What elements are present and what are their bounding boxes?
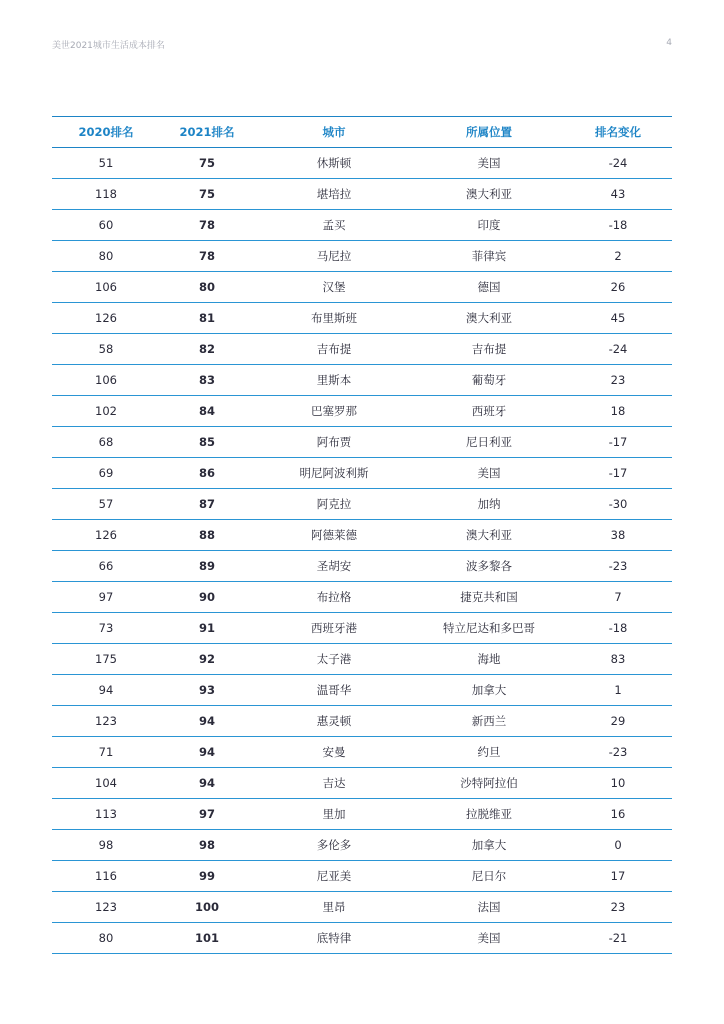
table-row — [52, 768, 672, 799]
cell-location: 德国 — [414, 272, 564, 303]
cell-rank-change: 10 — [564, 768, 672, 799]
cell-location: 尼日尔 — [414, 861, 564, 892]
cell-rank-2020: 102 — [52, 396, 160, 427]
cell-rank-2021: 83 — [160, 365, 254, 396]
cell-location: 吉布提 — [414, 334, 564, 365]
cell-rank-2020: 80 — [52, 241, 160, 272]
cell-rank-2020: 57 — [52, 489, 160, 520]
cell-city: 尼亚美 — [254, 861, 414, 892]
cell-rank-2020: 123 — [52, 892, 160, 923]
cell-rank-change: 7 — [564, 582, 672, 613]
table-row — [52, 582, 672, 613]
cell-rank-2021: 92 — [160, 644, 254, 675]
cell-rank-2021: 78 — [160, 210, 254, 241]
cell-rank-change: 26 — [564, 272, 672, 303]
table-row — [52, 830, 672, 861]
cell-rank-change: 18 — [564, 396, 672, 427]
table-row — [52, 334, 672, 365]
table-row — [52, 551, 672, 582]
cell-location: 澳大利亚 — [414, 303, 564, 334]
cell-city: 布里斯班 — [254, 303, 414, 334]
table-row — [52, 365, 672, 396]
cell-rank-2020: 123 — [52, 706, 160, 737]
cell-rank-2020: 73 — [52, 613, 160, 644]
cell-city: 里加 — [254, 799, 414, 830]
cell-rank-change: 23 — [564, 892, 672, 923]
table-row — [52, 458, 672, 489]
cell-city: 圣胡安 — [254, 551, 414, 582]
table-row — [52, 861, 672, 892]
cell-rank-2020: 66 — [52, 551, 160, 582]
table-row — [52, 675, 672, 706]
cell-city: 马尼拉 — [254, 241, 414, 272]
cell-city: 安曼 — [254, 737, 414, 768]
cell-location: 菲律宾 — [414, 241, 564, 272]
cell-rank-change: 43 — [564, 179, 672, 210]
column-header-city: 城市 — [254, 117, 414, 148]
cell-location: 美国 — [414, 923, 564, 954]
cell-city: 休斯顿 — [254, 148, 414, 179]
cell-rank-2021: 82 — [160, 334, 254, 365]
table-row — [52, 799, 672, 830]
table-row — [52, 489, 672, 520]
cell-rank-2020: 106 — [52, 365, 160, 396]
cell-rank-2021: 97 — [160, 799, 254, 830]
cell-rank-2020: 126 — [52, 520, 160, 551]
cell-rank-2021: 91 — [160, 613, 254, 644]
ranking-table — [52, 116, 672, 954]
cell-rank-2020: 97 — [52, 582, 160, 613]
table-row — [52, 427, 672, 458]
cell-rank-2020: 126 — [52, 303, 160, 334]
cell-rank-change: 2 — [564, 241, 672, 272]
cell-city: 汉堡 — [254, 272, 414, 303]
cell-location: 法国 — [414, 892, 564, 923]
cell-city: 里昂 — [254, 892, 414, 923]
cell-rank-2021: 86 — [160, 458, 254, 489]
column-header-rank-change: 排名变化 — [564, 117, 672, 148]
cell-rank-change: -17 — [564, 458, 672, 489]
cell-location: 波多黎各 — [414, 551, 564, 582]
cell-rank-2020: 58 — [52, 334, 160, 365]
cell-rank-change: 38 — [564, 520, 672, 551]
cell-rank-2021: 80 — [160, 272, 254, 303]
cell-rank-2020: 98 — [52, 830, 160, 861]
cell-rank-change: 45 — [564, 303, 672, 334]
cell-rank-2020: 80 — [52, 923, 160, 954]
cell-rank-2021: 75 — [160, 179, 254, 210]
cell-location: 沙特阿拉伯 — [414, 768, 564, 799]
table-row — [52, 148, 672, 179]
cell-location: 拉脱维亚 — [414, 799, 564, 830]
cell-city: 太子港 — [254, 644, 414, 675]
table-row — [52, 706, 672, 737]
cell-rank-2020: 113 — [52, 799, 160, 830]
page-number: 4 — [666, 38, 672, 48]
cell-rank-change: -23 — [564, 737, 672, 768]
cell-location: 捷克共和国 — [414, 582, 564, 613]
cell-rank-2020: 175 — [52, 644, 160, 675]
cell-location: 美国 — [414, 148, 564, 179]
cell-rank-2020: 106 — [52, 272, 160, 303]
cell-city: 巴塞罗那 — [254, 396, 414, 427]
cell-rank-2021: 98 — [160, 830, 254, 861]
cell-city: 底特律 — [254, 923, 414, 954]
table-row — [52, 892, 672, 923]
cell-rank-2020: 68 — [52, 427, 160, 458]
column-header-rank-2021: 2021排名 — [160, 117, 254, 148]
cell-location: 澳大利亚 — [414, 520, 564, 551]
cell-rank-change: 1 — [564, 675, 672, 706]
cell-city: 惠灵顿 — [254, 706, 414, 737]
cell-location: 加拿大 — [414, 830, 564, 861]
cell-city: 阿布贾 — [254, 427, 414, 458]
cell-location: 特立尼达和多巴哥 — [414, 613, 564, 644]
cell-city: 里斯本 — [254, 365, 414, 396]
cell-rank-2021: 99 — [160, 861, 254, 892]
cell-location: 加纳 — [414, 489, 564, 520]
cell-city: 明尼阿波利斯 — [254, 458, 414, 489]
cell-rank-change: -18 — [564, 210, 672, 241]
cell-rank-2021: 93 — [160, 675, 254, 706]
cell-rank-change: 0 — [564, 830, 672, 861]
table-row — [52, 520, 672, 551]
document-title: 美世2021城市生活成本排名 — [52, 41, 165, 51]
cell-location: 印度 — [414, 210, 564, 241]
cell-rank-2021: 81 — [160, 303, 254, 334]
table-row — [52, 644, 672, 675]
cell-location: 尼日利亚 — [414, 427, 564, 458]
cell-rank-2021: 94 — [160, 768, 254, 799]
cell-city: 孟买 — [254, 210, 414, 241]
cell-rank-2020: 94 — [52, 675, 160, 706]
cell-city: 布拉格 — [254, 582, 414, 613]
cell-rank-2020: 60 — [52, 210, 160, 241]
table-row — [52, 241, 672, 272]
column-header-rank-2020: 2020排名 — [52, 117, 160, 148]
cell-city: 吉达 — [254, 768, 414, 799]
cell-location: 美国 — [414, 458, 564, 489]
cell-rank-2021: 75 — [160, 148, 254, 179]
table-row — [52, 396, 672, 427]
cell-rank-2021: 85 — [160, 427, 254, 458]
cell-city: 吉布提 — [254, 334, 414, 365]
cell-location: 西班牙 — [414, 396, 564, 427]
cell-location: 葡萄牙 — [414, 365, 564, 396]
cell-city: 多伦多 — [254, 830, 414, 861]
page-header — [52, 38, 672, 54]
cell-rank-change: 29 — [564, 706, 672, 737]
table-row — [52, 923, 672, 954]
cell-rank-2021: 90 — [160, 582, 254, 613]
cell-rank-change: -24 — [564, 148, 672, 179]
table-header-row — [52, 117, 672, 148]
cell-rank-2021: 87 — [160, 489, 254, 520]
cell-location: 加拿大 — [414, 675, 564, 706]
cell-rank-2020: 116 — [52, 861, 160, 892]
cell-city: 温哥华 — [254, 675, 414, 706]
table-row — [52, 613, 672, 644]
cell-rank-2021: 101 — [160, 923, 254, 954]
table-row — [52, 272, 672, 303]
cell-rank-change: -17 — [564, 427, 672, 458]
cell-city: 阿德莱德 — [254, 520, 414, 551]
cell-location: 海地 — [414, 644, 564, 675]
cell-rank-change: 23 — [564, 365, 672, 396]
cell-rank-2020: 71 — [52, 737, 160, 768]
cell-rank-2021: 78 — [160, 241, 254, 272]
table-row — [52, 210, 672, 241]
cell-rank-change: 17 — [564, 861, 672, 892]
cell-rank-change: 83 — [564, 644, 672, 675]
cell-location: 澳大利亚 — [414, 179, 564, 210]
cell-city: 西班牙港 — [254, 613, 414, 644]
table-body — [52, 148, 672, 954]
cell-rank-2020: 118 — [52, 179, 160, 210]
table-row — [52, 737, 672, 768]
cell-rank-2020: 69 — [52, 458, 160, 489]
cell-city: 阿克拉 — [254, 489, 414, 520]
column-header-location: 所属位置 — [414, 117, 564, 148]
cell-rank-2021: 89 — [160, 551, 254, 582]
cell-rank-change: -23 — [564, 551, 672, 582]
cell-rank-change: -24 — [564, 334, 672, 365]
cell-rank-2021: 88 — [160, 520, 254, 551]
table-row — [52, 179, 672, 210]
cell-rank-change: 16 — [564, 799, 672, 830]
table-row — [52, 303, 672, 334]
cell-rank-change: -30 — [564, 489, 672, 520]
cell-rank-2021: 94 — [160, 737, 254, 768]
cell-rank-2021: 100 — [160, 892, 254, 923]
cell-rank-change: -21 — [564, 923, 672, 954]
cell-location: 新西兰 — [414, 706, 564, 737]
cell-rank-2021: 94 — [160, 706, 254, 737]
cell-rank-2020: 104 — [52, 768, 160, 799]
cell-rank-change: -18 — [564, 613, 672, 644]
cell-city: 堪培拉 — [254, 179, 414, 210]
cell-rank-2020: 51 — [52, 148, 160, 179]
cell-location: 约旦 — [414, 737, 564, 768]
cell-rank-2021: 84 — [160, 396, 254, 427]
